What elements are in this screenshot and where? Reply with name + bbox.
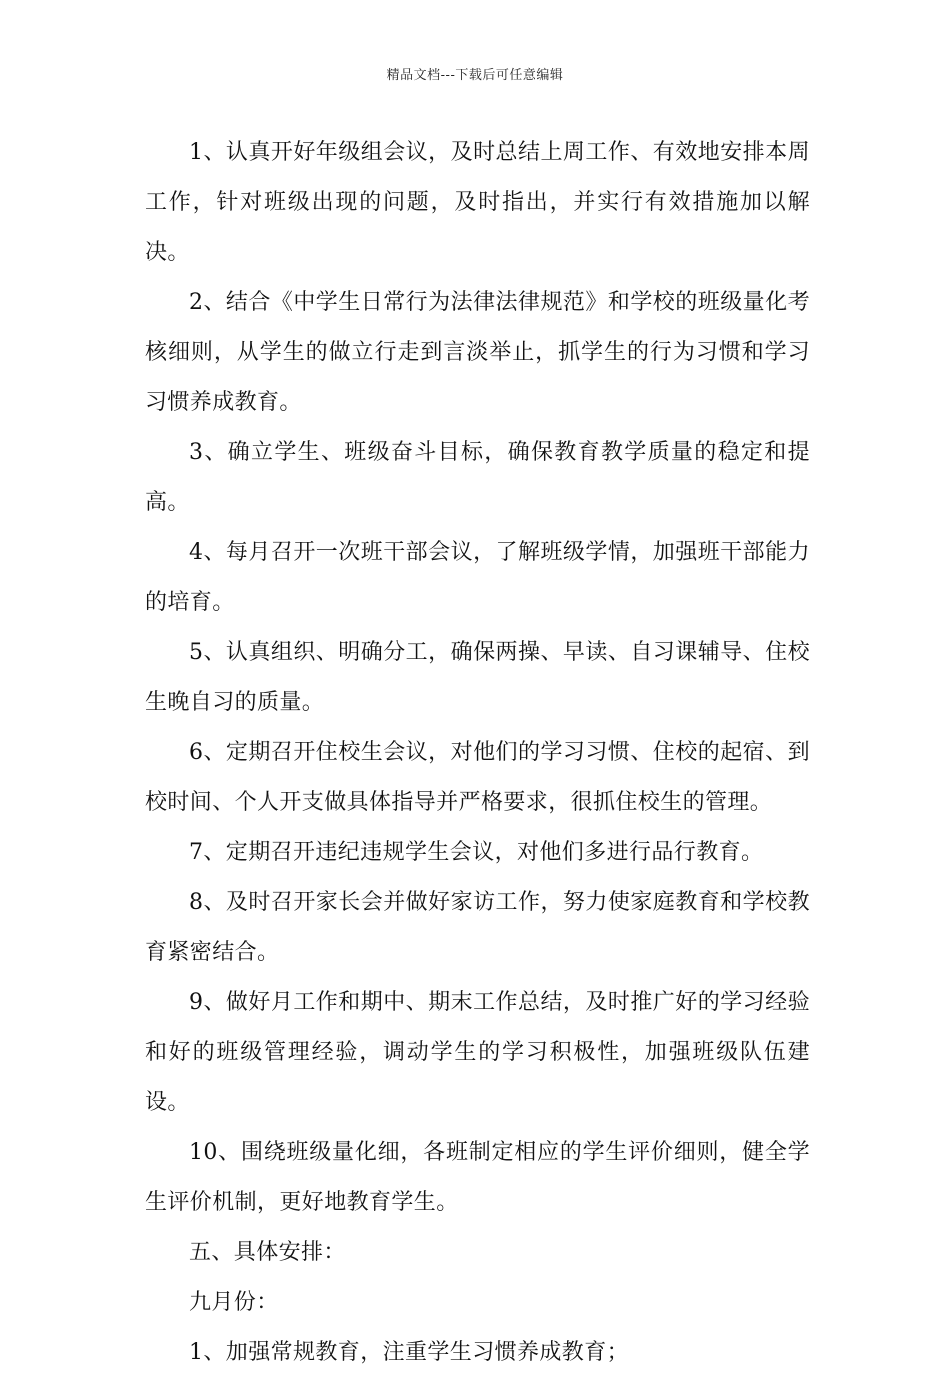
- document-body: [145, 128, 810, 1378]
- paragraph-4: 4、每月召开一次班干部会议，了解班级学情，加强班干部能力的培育。: [145, 540, 810, 615]
- page-header: 精品文档---下载后可任意编辑: [386, 68, 564, 83]
- paragraph-7: 7、定期召开违纪违规学生会议，对他们多进行品行教育。: [189, 840, 764, 865]
- paragraph-9: 9、做好月工作和期中、期末工作总结，及时推广好的学习经验和好的班级管理经验，调动学生的学习积极性，加强班级队伍建设。: [145, 990, 810, 1115]
- paragraph-10: 10、围绕班级量化细，各班制定相应的学生评价细则，健全学生评价机制，更好地教育学生。: [145, 1140, 810, 1215]
- section-heading: 五、具体安排：: [189, 1240, 346, 1265]
- paragraph-6: 6、定期召开住校生会议，对他们的学习习惯、住校的起宿、到校时间、个人开支做具体指导并严格要求，很抓住校生的管理。: [145, 740, 810, 815]
- paragraph-2: 2、结合《中学生日常行为法律法律规范》和学校的班级量化考核细则，从学生的做立行走到言淡举止，抓学生的行为习惯和学习习惯养成教育。: [145, 290, 810, 415]
- month-heading: 九月份：: [189, 1290, 279, 1315]
- paragraph-1: 1、认真开好年级组会议，及时总结上周工作、有效地安排本周工作，针对班级出现的问题，及时指出，并实行有效措施加以解决。: [145, 140, 810, 265]
- paragraph-3: 3、确立学生、班级奋斗目标，确保教育教学质量的稳定和提高。: [145, 440, 810, 515]
- paragraph-september-1: 1、加强常规教育，注重学生习惯养成教育；: [189, 1340, 629, 1365]
- paragraph-8: 8、及时召开家长会并做好家访工作，努力使家庭教育和学校教育紧密结合。: [145, 890, 810, 965]
- paragraph-5: 5、认真组织、明确分工，确保两操、早读、自习课辅导、住校生晚自习的质量。: [145, 640, 810, 715]
